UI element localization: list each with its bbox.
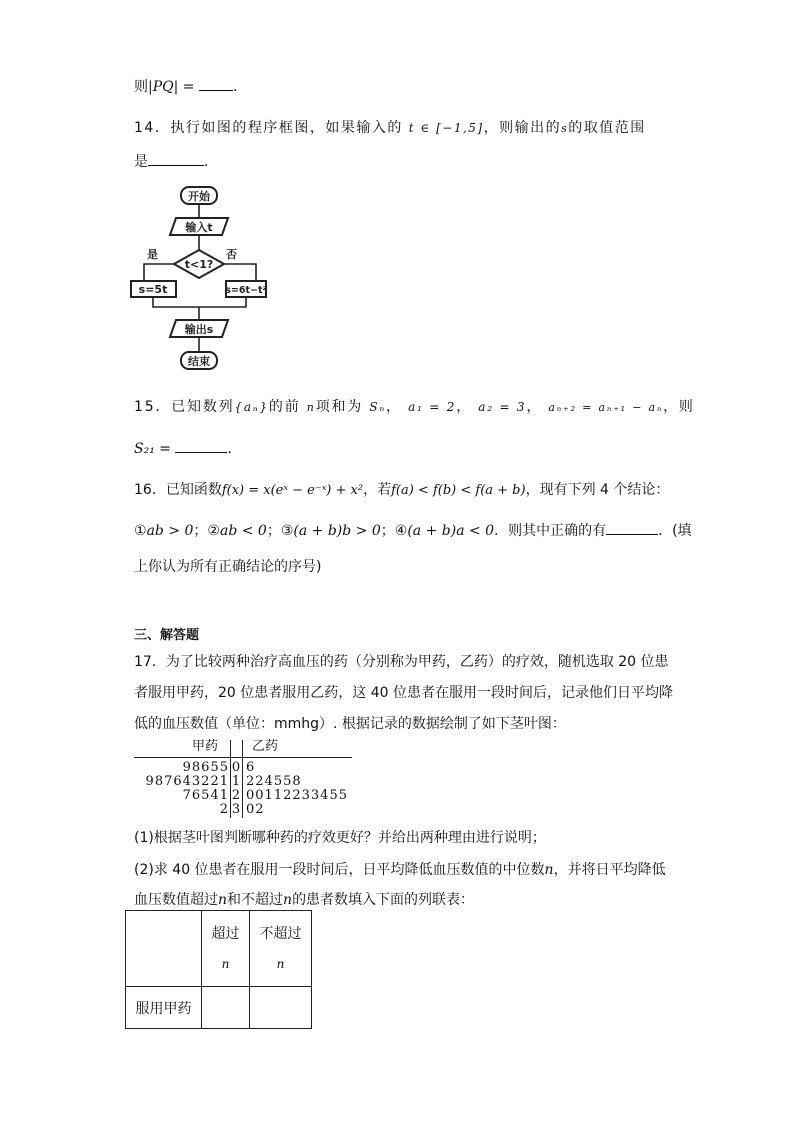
flowchart-decision-label: t<1?: [184, 258, 214, 271]
q13-prefix: 则: [134, 79, 148, 95]
q16-cond: f(a) < f(b) < f(a + b): [391, 483, 526, 498]
table-col-exceed: [202, 911, 250, 987]
stem-header-rule: [134, 757, 352, 758]
table-col-exceed-label: 超过: [211, 925, 240, 942]
table-col-not-exceed-n: n: [276, 956, 285, 971]
stem-leaf-right: 224558: [246, 774, 302, 789]
q15-line2-end: .: [227, 441, 232, 457]
flowchart-end-label: 结束: [188, 355, 210, 368]
q16-text2: ，若: [363, 482, 392, 498]
q17-sub3-n2: n: [283, 892, 293, 908]
q16-opt3-mark: ；③: [266, 523, 294, 539]
stem-leaf-right: 00112233455: [246, 788, 348, 803]
q16-opt4-mark: ；④: [380, 523, 408, 539]
flowchart: [128, 180, 268, 375]
q15-line2: [134, 438, 232, 457]
q13-expr: |PQ| =: [148, 79, 195, 95]
stem-value: 2: [231, 788, 241, 803]
flowchart-right-box-label: s=6t−t²: [225, 285, 267, 296]
q17-sub2-n: n: [544, 862, 554, 878]
table-col-not-exceed: [250, 911, 312, 987]
stem-leaf-left: 987643221: [145, 774, 229, 789]
q15-S: Sₙ: [369, 400, 387, 414]
q15-c2: a₂ = 3: [478, 400, 527, 414]
stem-leaf-left: 98655: [182, 760, 229, 775]
q15-mid2: 项和为: [315, 399, 364, 415]
q16-opt2-mark: ；②: [193, 523, 220, 539]
q17-sub2-text: (2)求 40 位患者在服用一段时间后，日平均降低血压数值的中位数: [134, 862, 545, 878]
q14-var: s: [561, 122, 569, 135]
stem-value: 3: [231, 802, 241, 817]
stem-leaf-left: 2: [219, 802, 229, 817]
q14-cond: t ∈ [−1,5]: [408, 121, 484, 135]
q16-answer-blank: [606, 520, 658, 535]
q17-sub1: (1)根据茎叶图判断哪种药的疗效更好？并给出两种理由进行说明；: [134, 830, 546, 846]
q15-answer-blank: [175, 438, 227, 453]
q14-line2: [134, 151, 208, 171]
q17-p2: 者服用甲药，20 位患者服用乙药，这 40 位患者在服用一段时间后，记录他们日平均降: [134, 685, 673, 701]
q14-line1: [134, 117, 646, 137]
q15-S21: S₂₁ =: [134, 441, 171, 457]
q14-answer-blank: [148, 151, 204, 166]
q14-line2-end: .: [204, 154, 209, 170]
table-col-exceed-n: n: [221, 956, 230, 971]
q16-fx: f(x) = x(eˣ − e⁻ˣ) + x²: [221, 483, 364, 498]
q16-opt3: (a + b)b > 0: [293, 523, 381, 539]
q16-text4: ．则其中正确的有: [494, 523, 607, 539]
q15-text: 15．已知数列: [134, 399, 235, 415]
q17-p1: 17．为了比较两种治疗高血压的药（分别称为甲药，乙药）的疗效，随机选取 20 位患: [134, 654, 669, 670]
q17-sub2: [134, 859, 666, 879]
stem-value: 0: [231, 760, 241, 775]
section-heading: 三、解答题: [134, 628, 200, 643]
stem-leaf-plot: [134, 740, 364, 820]
q14-line2-text: 是: [134, 154, 148, 170]
q16-text: 16．已知函数: [134, 482, 222, 498]
q15-seq: {aₙ}: [234, 400, 269, 414]
flowchart-yes-label: 是: [147, 248, 158, 261]
table-row: [126, 987, 312, 1029]
q15-then: ，则: [663, 399, 695, 415]
table-col-not-exceed-label: 不超过: [259, 925, 302, 942]
stem-leaf-left: 76541: [182, 788, 229, 803]
stem-header-left: 甲药: [192, 739, 219, 754]
table-cell: [250, 987, 312, 1029]
q14-text: 14．执行如图的程序框图，如果输入的: [134, 120, 403, 136]
flowchart-input-label: 输入t: [185, 221, 213, 234]
contingency-table: [125, 910, 312, 1029]
q17-p3: 低的血压数值（单位：mmhg）. 根据记录的数据绘制了如下茎叶图：: [134, 716, 566, 732]
q16-opt2: ab < 0: [219, 523, 267, 539]
q16-line3: 上你认为所有正确结论的序号): [134, 559, 322, 575]
q13-suffix: .: [232, 79, 238, 95]
q14-text2: ，则输出的: [483, 120, 562, 136]
q17-sub3-text2: 和不超过: [227, 892, 284, 908]
q16-opt1-mark: ①: [134, 523, 147, 539]
table-header-row: [126, 911, 312, 987]
table-cell: [202, 987, 250, 1029]
q17-sub2-text2: ，并将日平均降低: [553, 862, 666, 878]
table-corner-cell: [126, 911, 202, 987]
stem-leaf-right: 02: [246, 802, 265, 817]
q16-line2: [134, 520, 692, 540]
q16-opt1: ab > 0: [146, 523, 194, 539]
flowchart-start-label: 开始: [188, 190, 210, 203]
q15-c1: a₁ = 2: [408, 400, 457, 414]
q13-line: [134, 76, 237, 96]
q17-sub3-text3: 的患者数填入下面的列联表：: [292, 892, 475, 908]
q15-c3: aₙ₊₂ = aₙ₊₁ − aₙ: [548, 401, 664, 414]
stem-leaf-right: 6: [246, 760, 256, 775]
table-row-label: 服用甲药: [126, 987, 202, 1029]
q17-sub3: [134, 889, 474, 909]
q14-text3: 的取值范围: [568, 120, 646, 136]
q15-line1: 15．已知数列{aₙ}的前 n项和为 Sₙ， a₁ = 2， a₂ = 3， aₙ₊₂ = aₙ₊₁ − aₙ，则: [134, 399, 695, 415]
flowchart-left-box-label: s=5t: [138, 283, 168, 296]
q16-opt4: (a + b)a < 0: [407, 523, 495, 539]
stem-value: 1: [231, 774, 241, 789]
q17-sub3-n1: n: [218, 892, 228, 908]
q16-line1: [134, 479, 669, 499]
stem-divider-right: [242, 740, 243, 818]
q15-mid: 的前: [268, 399, 301, 415]
flowchart-no-label: 否: [226, 248, 237, 261]
q15-n: n: [306, 401, 316, 414]
q17-sub3-text: 血压数值超过: [134, 892, 218, 908]
flowchart-output-label: 输出s: [184, 323, 214, 336]
q13-answer-blank: [199, 76, 233, 91]
stem-header-right: 乙药: [252, 739, 279, 754]
q16-text5: ．(填: [658, 523, 692, 539]
q16-text3: ，现有下列 4 个结论：: [525, 482, 670, 498]
